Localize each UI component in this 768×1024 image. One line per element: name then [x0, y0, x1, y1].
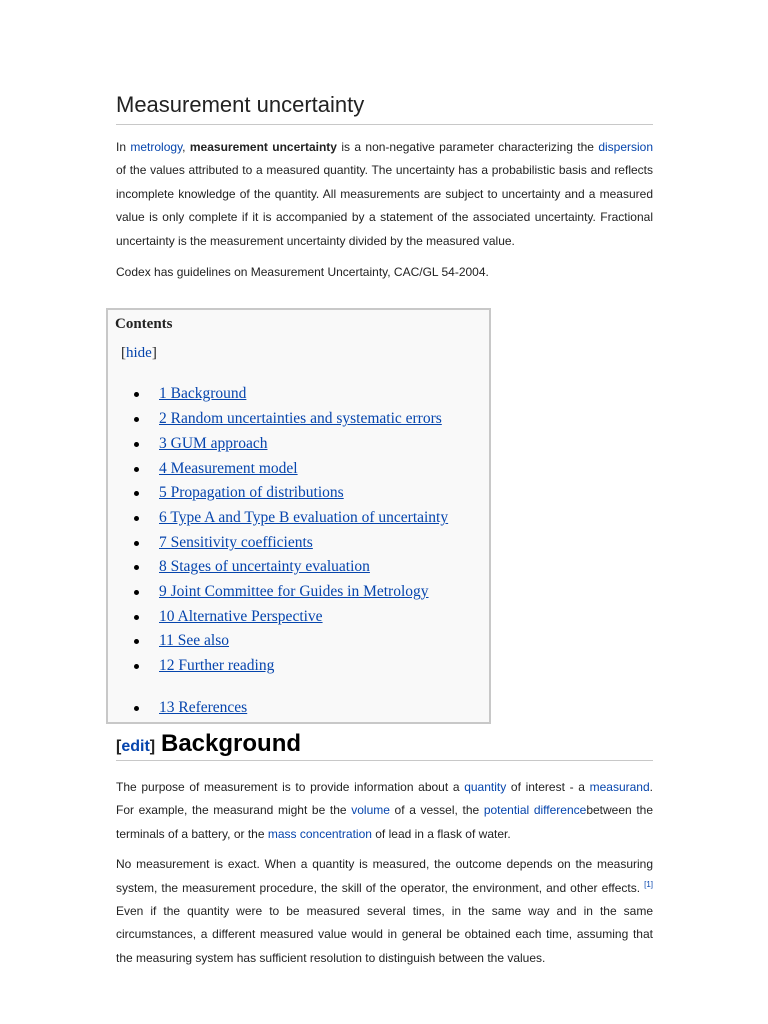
link-measurand[interactable]: measurand — [589, 780, 650, 794]
article — [115, 88, 654, 965]
table-of-contents — [106, 308, 491, 724]
link-quantity[interactable]: quantity — [464, 780, 507, 794]
link-metrology[interactable]: metrology — [130, 140, 183, 154]
edit-bracket: ] — [149, 738, 156, 755]
toc-toggle — [121, 345, 157, 362]
body-text: of a vessel, the — [389, 803, 484, 818]
body-text: between the terminals of a battery, or the — [116, 803, 653, 841]
intro-text: In — [116, 140, 131, 154]
toc-link-stages[interactable]: 8 Stages of uncertainty evaluation — [159, 558, 370, 575]
toc-link-measurement-model[interactable]: 4 Measurement model — [159, 460, 298, 477]
intro-text: , — [182, 140, 190, 154]
bullet-icon — [134, 664, 139, 669]
toc-link-references[interactable]: 13 References — [159, 699, 248, 716]
toc-link-alternative[interactable]: 10 Alternative Perspective — [159, 608, 323, 625]
toc-link-propagation[interactable]: 5 Propagation of distributions — [159, 484, 344, 501]
bullet-icon — [134, 516, 139, 521]
toc-toggle-bracket: ] — [151, 345, 157, 361]
toc-link-type-a-b[interactable]: 6 Type A and Type B evaluation of uncertainty — [159, 509, 449, 526]
link-potential-difference[interactable]: potential difference — [483, 803, 587, 818]
bullet-icon — [134, 417, 139, 422]
toc-link-jcgm[interactable]: 9 Joint Committee for Guides in Metrology — [159, 583, 429, 600]
link-mass-concentration[interactable]: mass concentration — [267, 826, 372, 841]
bullet-icon — [134, 706, 139, 711]
toc-hide-link[interactable]: hide — [126, 345, 152, 361]
toc-link-background[interactable]: 1 Background — [159, 385, 247, 402]
background-paragraph-1 — [116, 776, 653, 846]
link-volume[interactable]: volume — [351, 803, 390, 818]
edit-link[interactable]: edit — [121, 738, 150, 755]
reference-marker — [644, 880, 653, 889]
bullet-icon — [134, 590, 139, 595]
section-title: Background — [161, 730, 302, 757]
bullet-icon — [134, 491, 139, 496]
background-body — [116, 776, 653, 970]
bullet-icon — [134, 442, 139, 447]
bullet-icon — [134, 392, 139, 397]
edit-bracket: [ — [116, 738, 122, 755]
toc-link-sensitivity[interactable]: 7 Sensitivity coefficients — [159, 534, 313, 551]
body-text: The purpose of measurement is to provide information about a — [116, 780, 465, 794]
bold-term: measurement uncertainty — [189, 140, 337, 154]
codex-note: Codex has guidelines on Measurement Uncertainty, CAC/GL 54-2004. — [116, 265, 489, 280]
toc-title: Contents — [115, 316, 173, 332]
toc-link-random-uncertainties[interactable]: 2 Random uncertainties and systematic errors — [159, 410, 442, 427]
reference-link-1[interactable]: [1] — [644, 879, 653, 889]
intro-paragraph — [116, 136, 653, 253]
toc-toggle-bracket: [ — [121, 345, 126, 361]
bullet-icon — [134, 541, 139, 546]
bullet-icon — [134, 565, 139, 570]
section-heading-background — [116, 728, 653, 761]
intro-text: is a non-negative parameter characterizing the — [336, 140, 599, 154]
body-text: of lead in a flask of water. — [371, 826, 511, 841]
toc-link-see-also[interactable]: 11 See also — [159, 632, 230, 649]
background-paragraph-2 — [116, 853, 653, 970]
body-text: . For example, the measurand might be the — [116, 780, 653, 818]
body-text: of interest - a — [506, 780, 590, 794]
intro-text: of the values attributed to a measured quantity. The uncertainty has a probabilistic basis and reflects incomplete knowledge of the quantity. All measurements are subject to uncertainty and a measured value is only complete if it is accompanied by a statement of the associated uncertainty. Fractional uncertainty is the measurement uncertainty divided by the measured value. — [116, 163, 653, 248]
edit-section — [116, 738, 155, 756]
toc-link-further-reading[interactable]: 12 Further reading — [159, 657, 275, 674]
link-dispersion[interactable]: dispersion — [598, 140, 654, 154]
body-text: No measurement is exact. When a quantity is measured, the outcome depends on the measuring system, the measurement procedure, the skill of the operator, the environment, and other effects. — [116, 857, 653, 895]
page-title: Measurement uncertainty — [116, 88, 653, 125]
body-text: Even if the quantity were to be measured several times, in the same way and in the same circumstances, a different measured value would in general be obtained each time, assuming that the measuring system has sufficient resolution to distinguish between the values. — [116, 904, 653, 965]
bullet-icon — [134, 615, 139, 620]
bullet-icon — [134, 467, 139, 472]
bullet-icon — [134, 639, 139, 644]
toc-link-gum-approach[interactable]: 3 GUM approach — [159, 435, 268, 452]
